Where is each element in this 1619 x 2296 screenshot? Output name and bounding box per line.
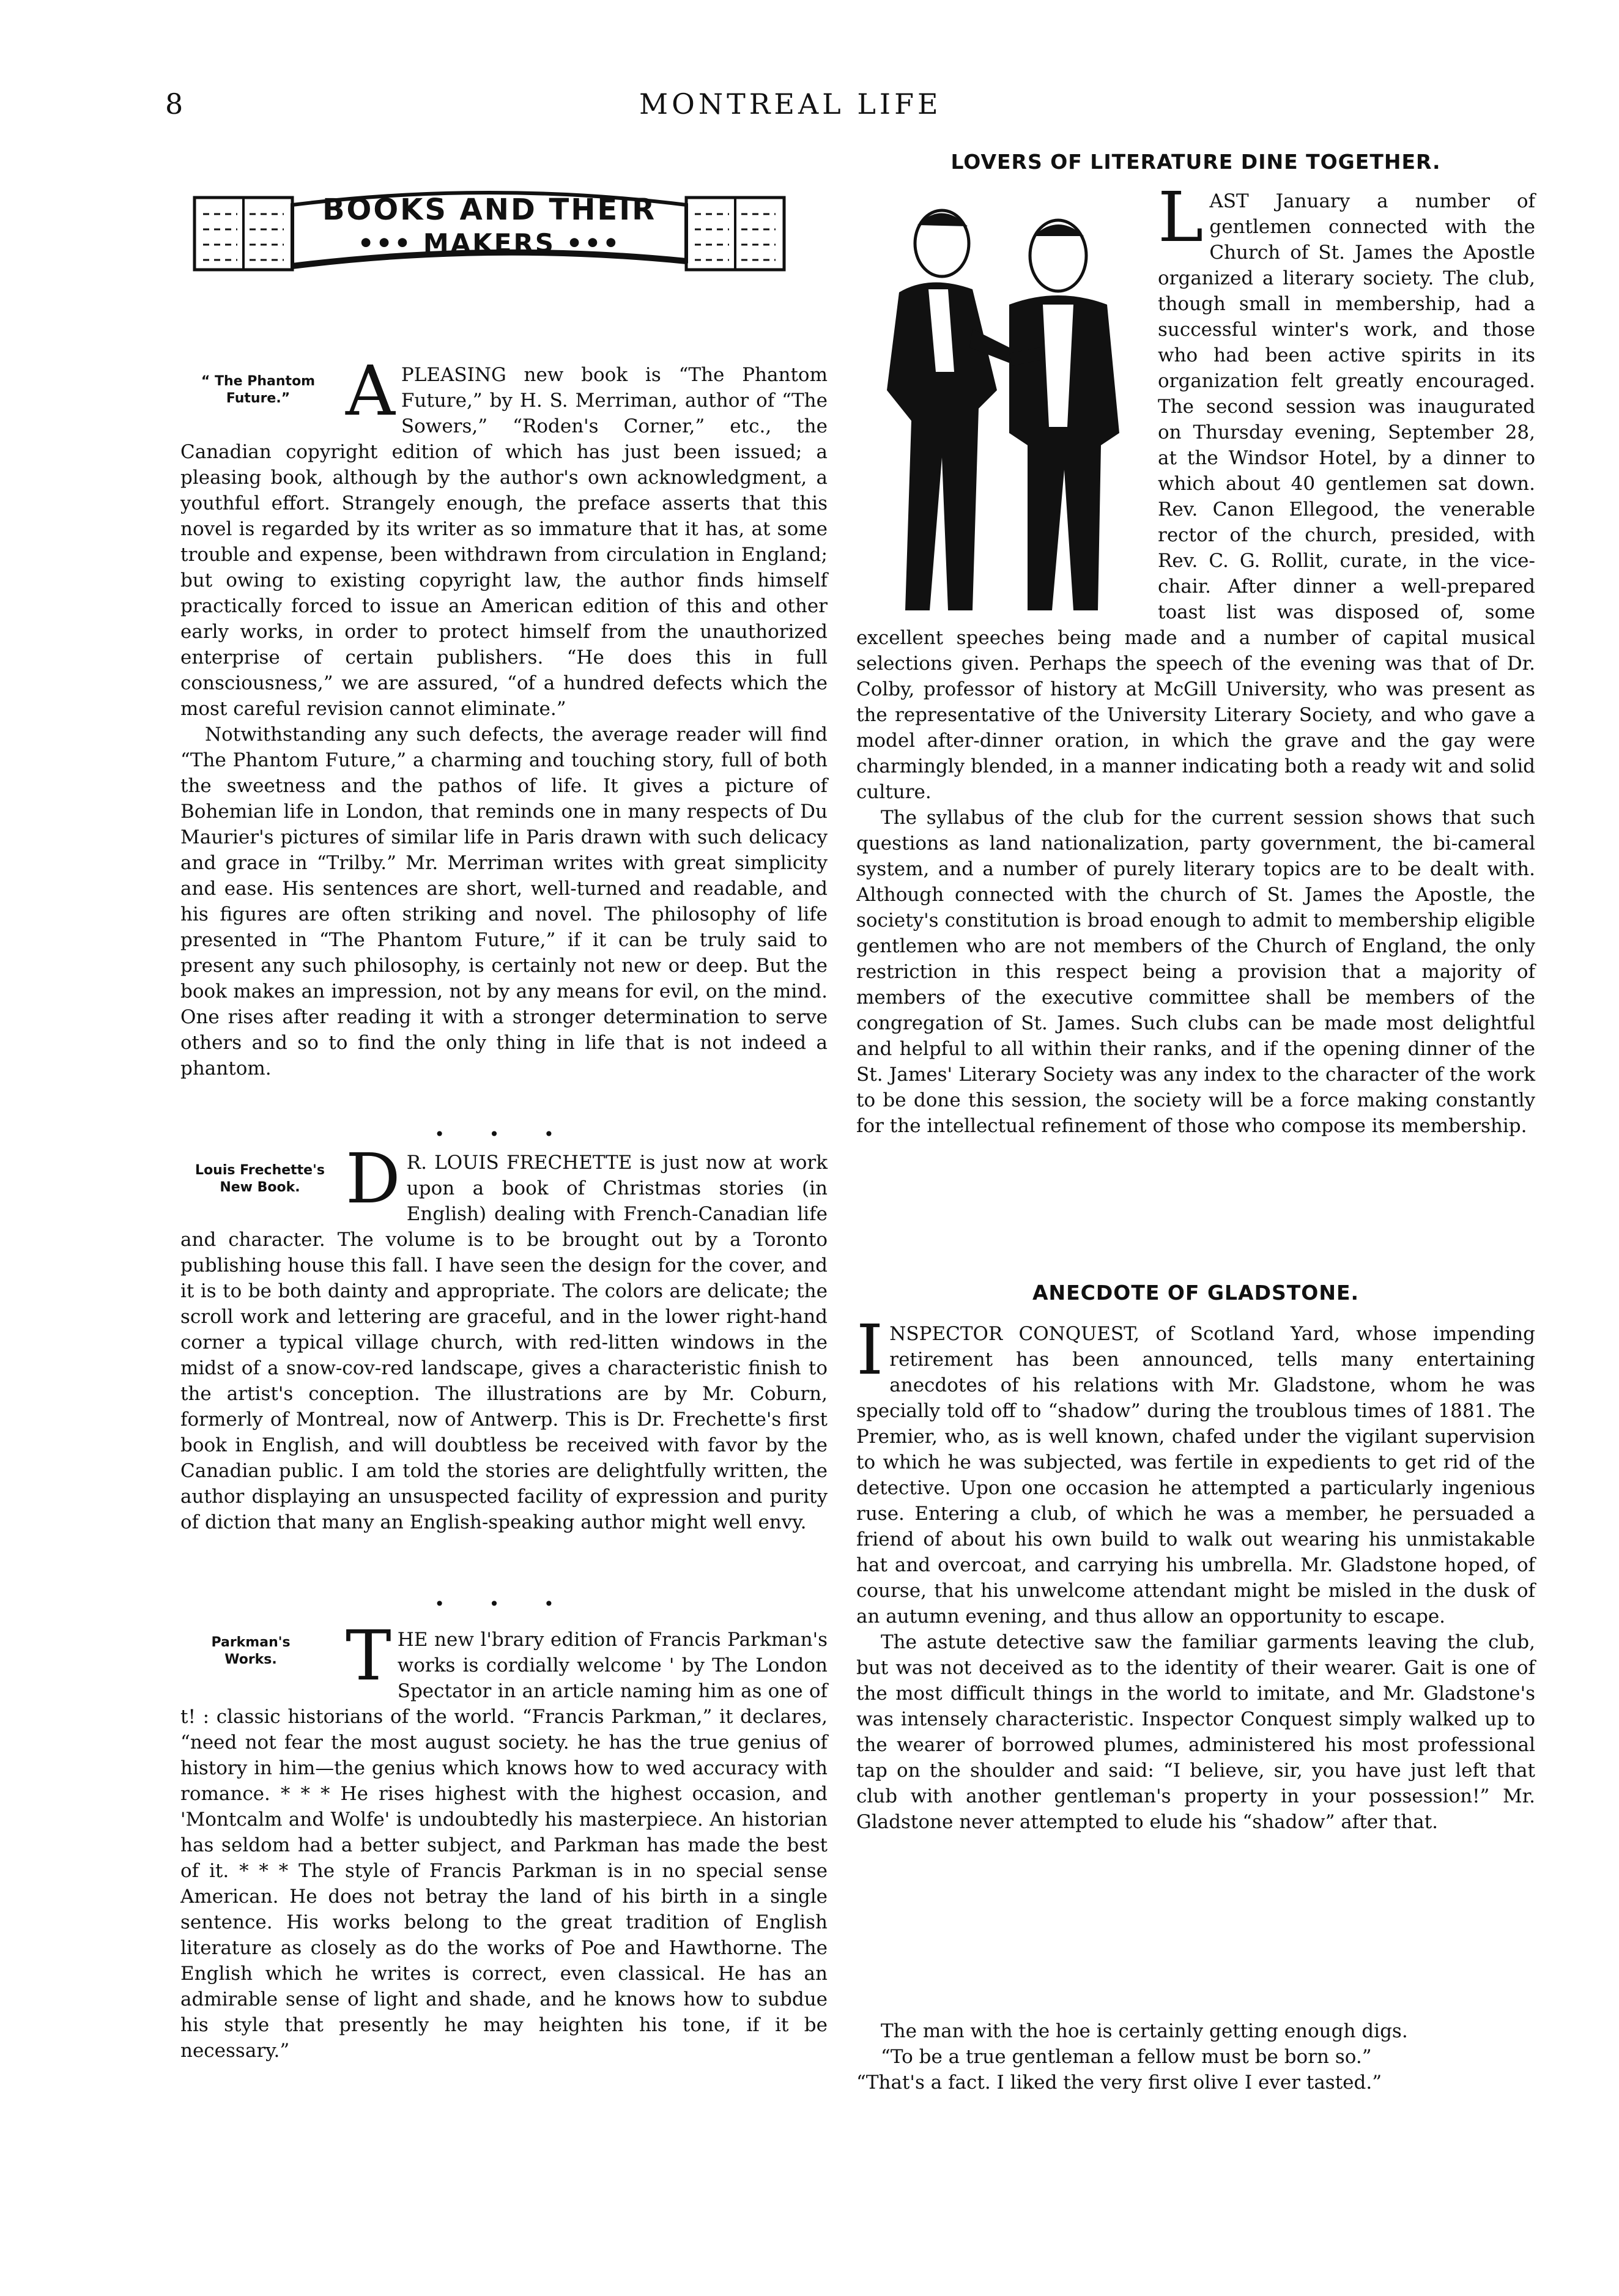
joke-line-1: The man with the hoe is certainly getting enough digs. — [881, 2020, 1408, 2042]
two-gentlemen-icon — [856, 188, 1141, 610]
jokes-section — [856, 2018, 1535, 2095]
dropcap-i: I — [856, 1311, 884, 1390]
dropcap-t: T — [346, 1616, 391, 1696]
banner-line-1: BOOKS AND THEIR — [322, 193, 657, 227]
article-phantom-future — [180, 352, 828, 1081]
joke-line-3: “That's a fact. I liked the very first olive I ever tasted.” — [856, 2072, 1382, 2094]
joke-line-2: “To be a true gentleman a fellow must be born so.” — [881, 2046, 1372, 2068]
section-separator-1: • • • — [434, 1124, 574, 1144]
phantom-paragraph-1: PLEASING new book is “The Phantom Future,” by H. S. Merriman, author of “The Sowers,” “Roden's Corner,” etc., the Canadian copyright edition of which has just been issued; a pleasing book, although by the author's own acknowledgment, a youthful effort. Strangely enough, the preface asserts that this novel is regarded by its writer as so immature that it has, at some trouble and expense, been withdrawn from circulation in England; but owing to existing copyright law, the author finds himself practically forced to issue an American edition of this and other early works, in order to protect himself from the unauthorized enterprise of certain publishers. “He does this in full consciousness,” we are assured, “of a hundred defects which the most careful revision cannot eliminate.” — [180, 364, 828, 720]
dropcap-d: D — [346, 1139, 401, 1219]
lovers-paragraph-1: AST January a number of gentlemen connected with the Church of St. James the Apostle organized a literary society. The club, though small in membership, had a successful winter's work, and those who had been active spirits in its organization felt greatly encouraged. The second session was inaugurated on Thursday evening, September 28, at the Windsor Hotel, by a dinner to which about 40 gentlemen sat down. Rev. Canon Ellegood, the venerable rector of the church, presided, with Rev. C. G. Rollit, curate, in the vice-chair. After dinner a well-prepared toast list was disposed of, some excellent speeches being made and a number of capital musical selections given. Perhaps the speech of the evening was that of Dr. Colby, professor of history at McGill University, who was present as the representative of the University Literary Society, and who gave a model after-dinner oration, in which the grave and the gay were charmingly blended, in a manner indicating both a ready wit and solid culture. — [856, 190, 1535, 803]
article-frechette — [180, 1139, 828, 1535]
phantom-paragraph-2: Notwithstanding any such defects, the average reader will find “The Phantom Future,” a charming and touching story, full of both the sweetness and the pathos of life. It gives a picture of Bohemian life in London, that reminds one in many respects of Du Maurier's pictures of similar life in Paris drawn with such delicacy and grace in “Trilby.” Mr. Merriman writes with great simplicity and ease. His sentences are short, well-turned and readable, and his figures are often striking and novel. The philosophy of life presented in “The Phantom Future,” if it can be truly said to present any such philosophy, is certainly not new or deep. But the book makes an impression, not by any means for evil, on the mind. One rises after reading it with a stronger determination to serve others and so to find the only thing in life that is not indeed a phantom. — [180, 724, 828, 1079]
heading-lovers-of-literature: LOVERS OF LITERATURE DINE TOGETHER. — [950, 150, 1441, 174]
parkman-paragraph-1: HE new l'brary edition of Francis Parkman's works is cordially welcome ' by The London Spectator in an article naming him as one of t! : classic historians of the world. “Francis Parkman,” it declares, “need not fear the most august society. he has the true genius of history in him—the genius which knows how to wed accuracy with romance. * * * He rises highest with the highest occasion, and 'Montcalm and Wolfe' is undoubtedly his masterpiece. An historian has seldom had a better subject, and Parkman has made the best of it. * * * The style of Francis Parkman is in no special sense American. He does not betray the land of his birth in a single sentence. His works belong to the great tradition of English literature as closely as do the works of Poe and Hawthorne. The English which he writes is correct, even classical. He has an admirable sense of light and shade, and he knows how to subdue his style that presently he may heighten his tone, if it be necessary.” — [180, 1629, 828, 2062]
dropcap-l: L — [1158, 178, 1204, 257]
sidenote-phantom-future: “ The Phantom Future.” — [201, 374, 316, 406]
section-separator-2: • • • — [434, 1594, 574, 1614]
sidenote-frechette: Louis Frechette's New Book. — [195, 1163, 325, 1195]
running-head: MONTREAL LIFE — [639, 87, 942, 120]
heading-anecdote-of-gladstone: ANECDOTE OF GLADSTONE. — [1032, 1281, 1360, 1305]
article-parkman — [180, 1616, 828, 2064]
section-banner — [183, 180, 795, 287]
banner-line-2: ••• MAKERS ••• — [357, 228, 621, 258]
lovers-paragraph-2: The syllabus of the club for the current session shows that such questions as land nationalization, party government, the bi-cameral system, and a number of purely literary topics are to be dealt with. Although connected with the church of St. James the Apostle, the society's constitution is broad enough to admit to membership eligible gentlemen who are not members of the Church of England, the only restriction in this respect being a provision that a majority of members of the executive committee shall be members of the congregation of St. James. Such clubs can be made most delightful and helpful to all within their ranks, and if the opening dinner of the St. James' Literary Society was any index to the character of the work to be done this session, the society will be a force making constantly for the intellectual refinement of those who compose its membership. — [856, 807, 1535, 1137]
sidenote-parkman: Parkman's Works. — [211, 1635, 291, 1667]
frechette-paragraph-1: R. LOUIS FRECHETTE is just now at work upon a book of Christmas stories (in English) dealing with French-Canadian life and character. The volume is to be brought out by a Toronto publishing house this fall. I have seen the design for the cover, and it is to be both dainty and appropriate. The colors are delicate; the scroll work and lettering are graceful, and in the lower right-hand corner a typical village church, with red-litten windows in the midst of a snow-cov-red landscape, gives a characteristic finish to the artist's conception. The illustrations are by Mr. Coburn, formerly of Montreal, now of Antwerp. This is Dr. Frechette's first book in English, and will doubtless be received with favor by the Canadian public. I am told the stories are delightfully written, the author displaying an unsuspected facility of expression and purity of diction that many an English-speaking author might well envy. — [180, 1152, 828, 1533]
page-number: 8 — [165, 87, 183, 120]
gladstone-paragraph-2: The astute detective saw the familiar garments leaving the club, but was not deceived as to the identity of their wearer. Gait is one of the most difficult things in the world to imitate, and Mr. Gladstone's was intensely characteristic. Inspector Conquest simply walked up to the wearer of borrowed plumes, administered his most professional tap on the shoulder and said: “I believe, sir, you have just left that club with another gentleman's property in your possession!” Mr. Gladstone never attempted to elude his “shadow” after that. — [856, 1631, 1535, 1833]
article-lovers-of-literature — [856, 178, 1535, 1139]
dropcap-a: A — [346, 352, 395, 431]
article-anecdote-of-gladstone — [856, 1311, 1535, 1835]
illustration-two-gentlemen — [856, 188, 1141, 610]
gladstone-paragraph-1: NSPECTOR CONQUEST, of Scotland Yard, whose impending retirement has been announced, tells many entertaining anecdotes of his relations with Mr. Gladstone, whom he was specially told off to “shadow” during the troublous times of 1881. The Premier, who, as is well known, chafed under the vigilant supervision to which he was subjected, was fertile in expedients to get rid of the detective. Upon one occasion he attempted a particularly ingenious ruse. Entering a club, of which he was a member, he persuaded a friend of about his own build to walk out wearing his unmistakable hat and overcoat, and carrying his umbrella. Mr. Gladstone hoped, of course, that his unwelcome attendant might be misled in the dusk of an autumn evening, and thus allow an opportunity to escape. — [856, 1323, 1535, 1628]
